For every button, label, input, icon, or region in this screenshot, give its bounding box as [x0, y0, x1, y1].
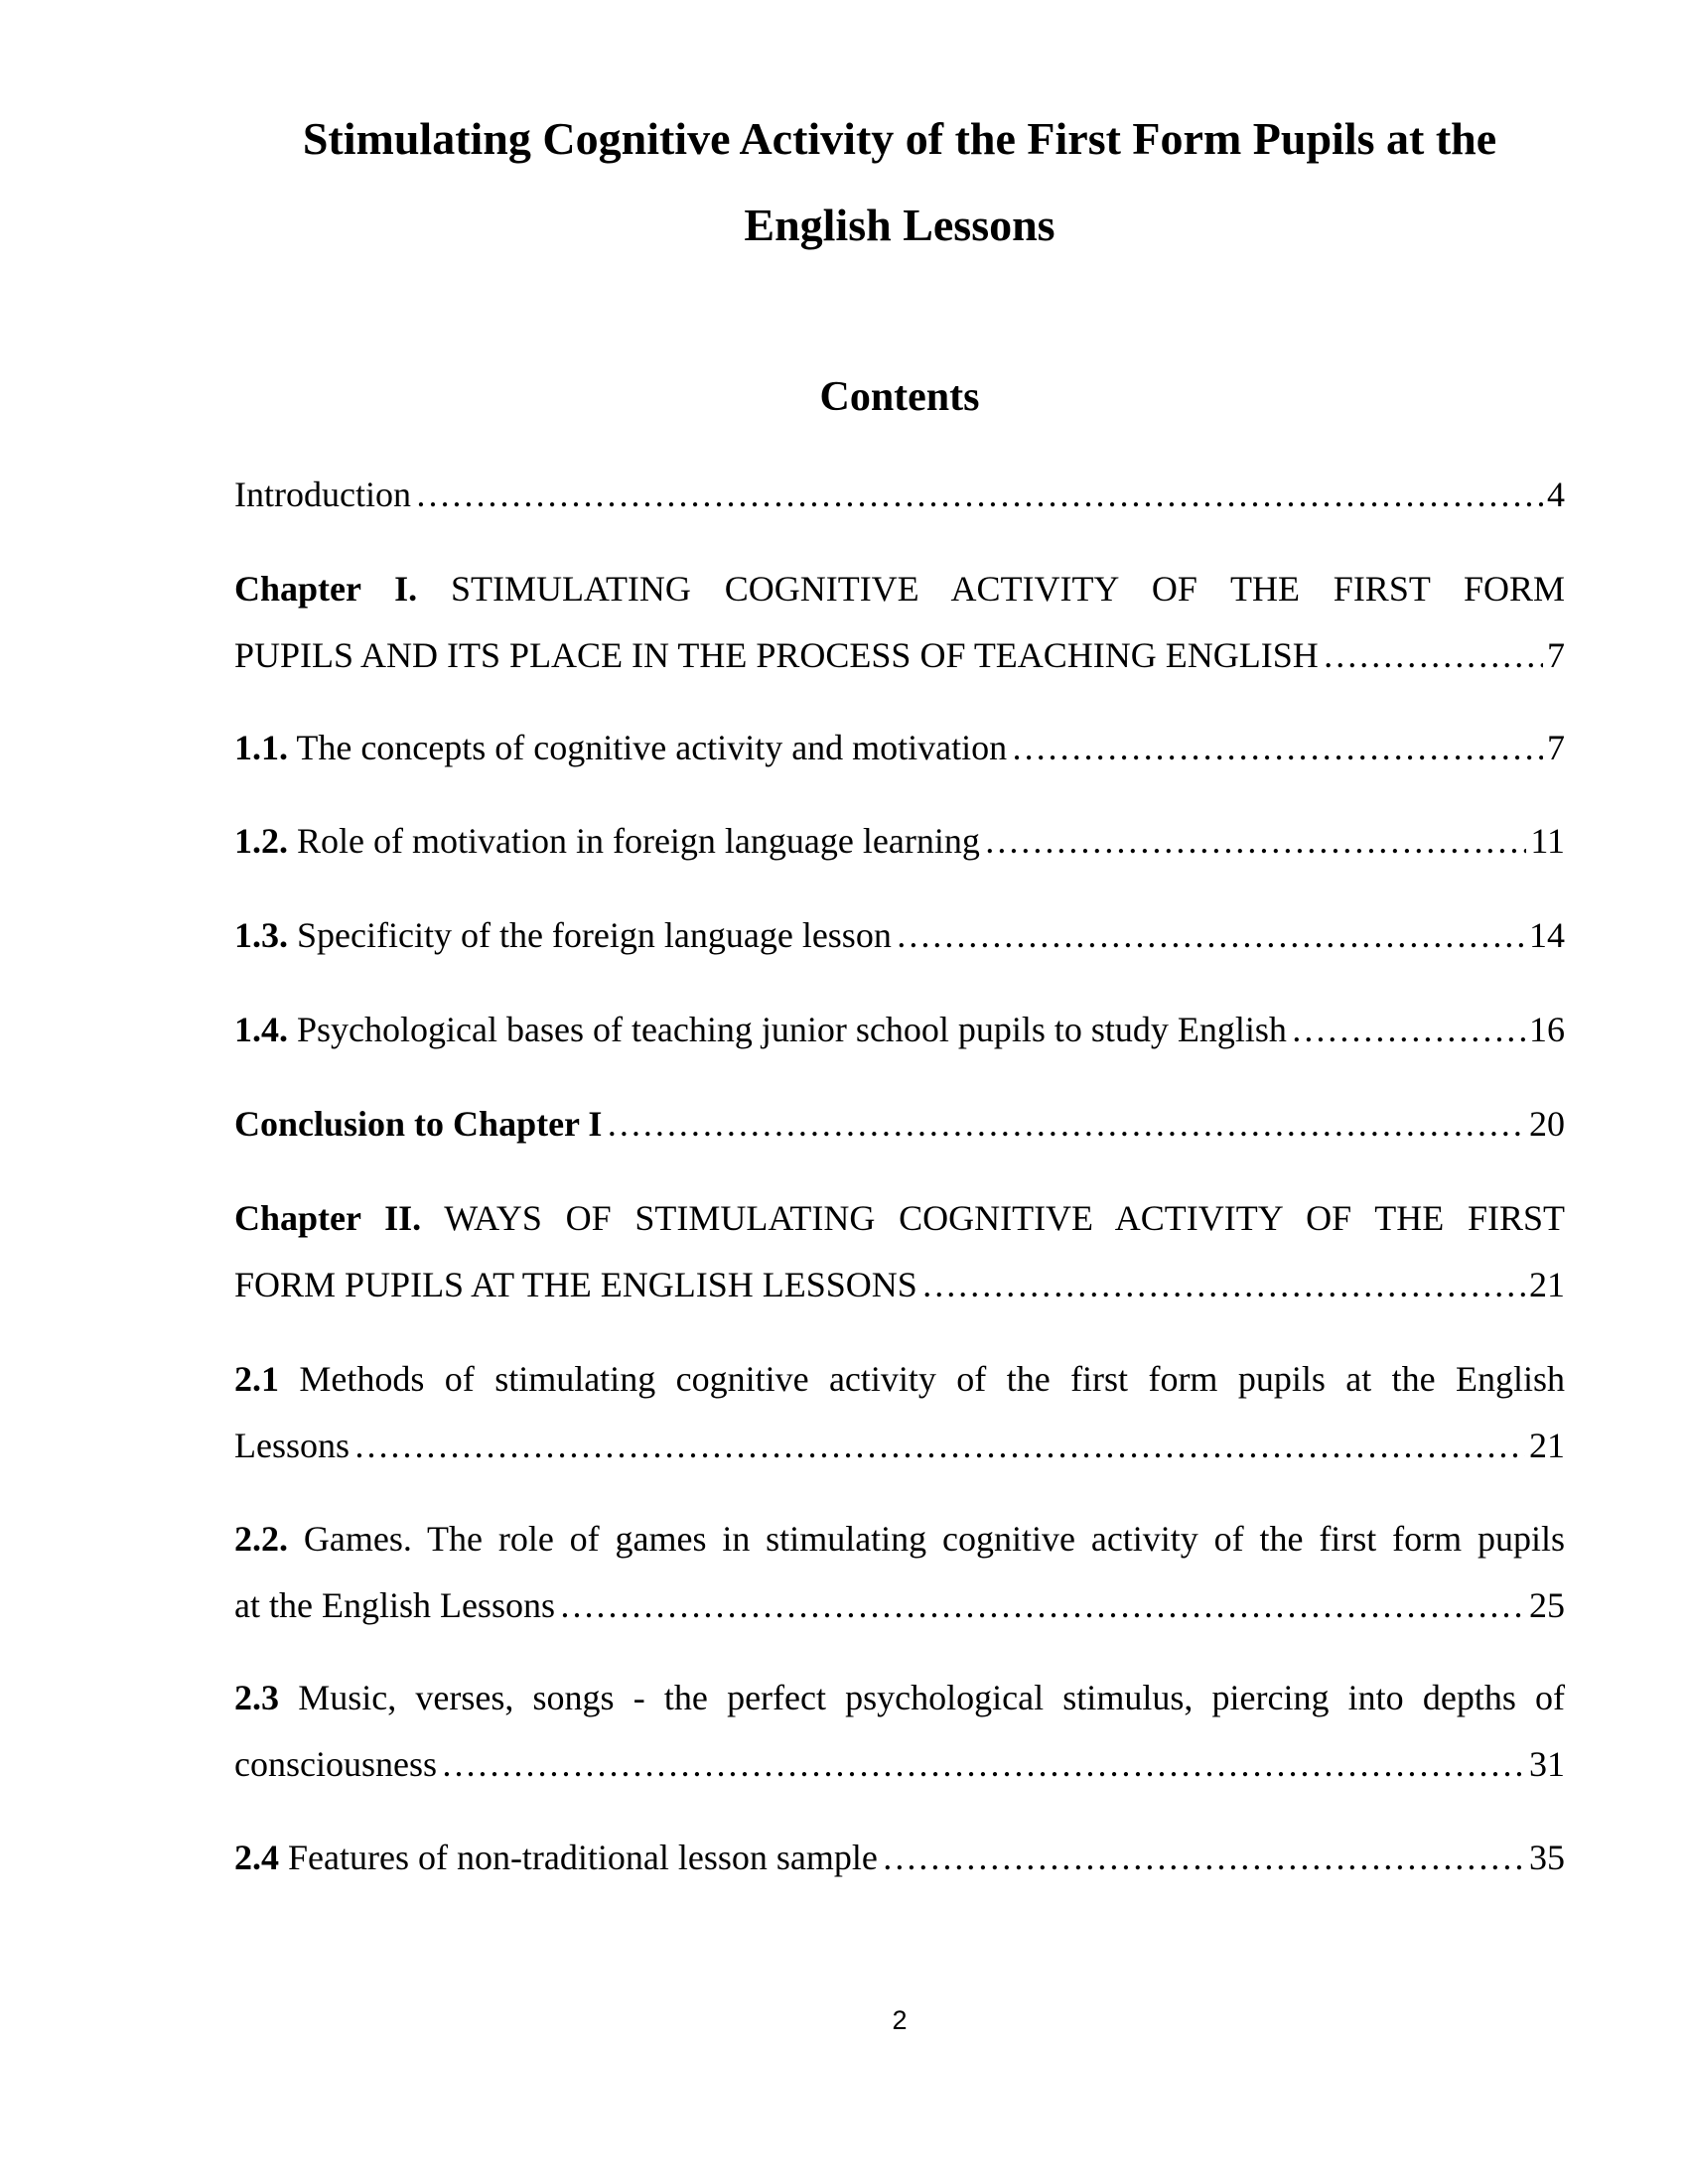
toc-entry-text-cont: at the English Lessons [234, 1585, 555, 1625]
toc-entry-text-cont: PUPILS AND ITS PLACE IN THE PROCESS OF TEACHING ENGLISH [234, 635, 1319, 675]
toc-entry-number: 2.3 [234, 1678, 279, 1717]
toc-page-number: 14 [1529, 915, 1565, 955]
toc-page-number: 25 [1529, 1585, 1565, 1625]
toc-entry-line-1 [234, 1185, 1565, 1252]
toc-entry-number: 1.3. [234, 915, 288, 955]
document-title-line-2: English Lessons [744, 200, 1055, 250]
toc-entry-text: Games. The role of games in stimulating cognitive activity of the first form pupils [303, 1519, 1566, 1559]
toc-entry-number: 1.1. [234, 728, 288, 767]
toc-entry-number: 1.4. [234, 1010, 288, 1049]
toc-entry-number: Chapter I. [234, 569, 418, 609]
document-title [0, 95, 1688, 268]
toc-entry-introduction[interactable] [234, 462, 1565, 528]
toc-entry-line-2 [234, 1731, 1565, 1798]
toc-entry-line-1 [234, 1506, 1565, 1572]
toc-entry-1-4[interactable] [234, 997, 1565, 1063]
toc-page-number: 16 [1529, 1010, 1565, 1049]
toc-entry-text-cont: FORM PUPILS AT THE ENGLISH LESSONS [234, 1265, 917, 1304]
toc-entry-1-3[interactable] [234, 902, 1565, 969]
toc-entry-text-cont: Lessons [234, 1426, 350, 1465]
toc-entry-text: Methods of stimulating cognitive activity of the first form pupils at the English [299, 1359, 1565, 1399]
toc-leader-dots [984, 808, 1527, 875]
contents-heading: Contents [819, 374, 980, 420]
toc-entry-text: Specificity of the foreign language lesson [297, 915, 892, 955]
toc-entry-chapter-2[interactable] [234, 1185, 1565, 1318]
toc-leader-dots [896, 902, 1525, 969]
toc-entry-1-2[interactable] [234, 808, 1565, 875]
toc-entry-text: Conclusion to Chapter I [234, 1104, 603, 1144]
toc-entry-2-4[interactable] [234, 1825, 1565, 1891]
toc-page-number: 7 [1547, 728, 1565, 767]
toc-entry-text: The concepts of cognitive activity and motivation [296, 728, 1008, 767]
toc-entry-2-3[interactable] [234, 1665, 1565, 1798]
toc-entry-2-1[interactable] [234, 1346, 1565, 1479]
toc-entry-text: Psychological bases of teaching junior school pupils to study English [297, 1010, 1287, 1049]
toc-leader-dots [1323, 622, 1543, 689]
toc-entry-1-1[interactable] [234, 715, 1565, 781]
toc-page-number: 4 [1547, 475, 1565, 514]
toc-entry-number: 2.2. [234, 1519, 288, 1559]
toc-leader-dots [559, 1572, 1525, 1639]
toc-entry-text: STIMULATING COGNITIVE ACTIVITY OF THE FIRST FORM [450, 569, 1566, 609]
toc-entry-chapter-1[interactable] [234, 556, 1565, 689]
toc-entry-text-cont: consciousness [234, 1744, 437, 1784]
toc-entry-line-2 [234, 1572, 1565, 1639]
toc-entry-line-1 [234, 1665, 1565, 1731]
toc-leader-dots [415, 462, 1543, 528]
toc-entry-line-1 [234, 556, 1565, 622]
toc-page-number: 11 [1530, 821, 1565, 861]
toc-leader-dots [441, 1731, 1525, 1798]
toc-entry-number: 1.2. [234, 821, 288, 861]
toc-page-number: 31 [1529, 1744, 1565, 1784]
toc-entry-line-2 [234, 1252, 1565, 1318]
toc-entry-text: Features of non-traditional lesson sample [288, 1838, 878, 1877]
toc-leader-dots [1291, 997, 1525, 1063]
toc-leader-dots [1011, 715, 1543, 781]
toc-entry-number: 2.4 [234, 1838, 279, 1877]
toc-entry-text: WAYS OF STIMULATING COGNITIVE ACTIVITY OF THE FIRST [444, 1198, 1565, 1238]
toc-leader-dots [606, 1091, 1525, 1158]
toc-entry-text: Role of motivation in foreign language learning [297, 821, 980, 861]
toc-entry-2-2[interactable] [234, 1506, 1565, 1639]
toc-page-number: 21 [1529, 1265, 1565, 1304]
toc-page-number: 35 [1529, 1838, 1565, 1877]
toc-entry-conclusion-chapter-1[interactable] [234, 1091, 1565, 1158]
toc-entry-number: Chapter II. [234, 1198, 422, 1238]
toc-leader-dots [921, 1252, 1525, 1318]
toc-page-number: 20 [1529, 1104, 1565, 1144]
toc-entry-text: Introduction [234, 475, 411, 514]
toc-leader-dots [882, 1825, 1525, 1891]
page-number: 2 [892, 2005, 908, 2035]
toc-page-number: 21 [1529, 1426, 1565, 1465]
document-title-line-1: Stimulating Cognitive Activity of the First Form Pupils at the [302, 113, 1497, 164]
toc-page-number: 7 [1547, 635, 1565, 675]
toc-entry-line-1 [234, 1346, 1565, 1413]
toc-entry-line-2 [234, 622, 1565, 689]
toc-entry-number: 2.1 [234, 1359, 279, 1399]
toc-entry-text: Music, verses, songs - the perfect psychological stimulus, piercing into depths of [298, 1678, 1565, 1717]
toc-leader-dots [353, 1413, 1525, 1479]
toc-entry-line-2 [234, 1413, 1565, 1479]
